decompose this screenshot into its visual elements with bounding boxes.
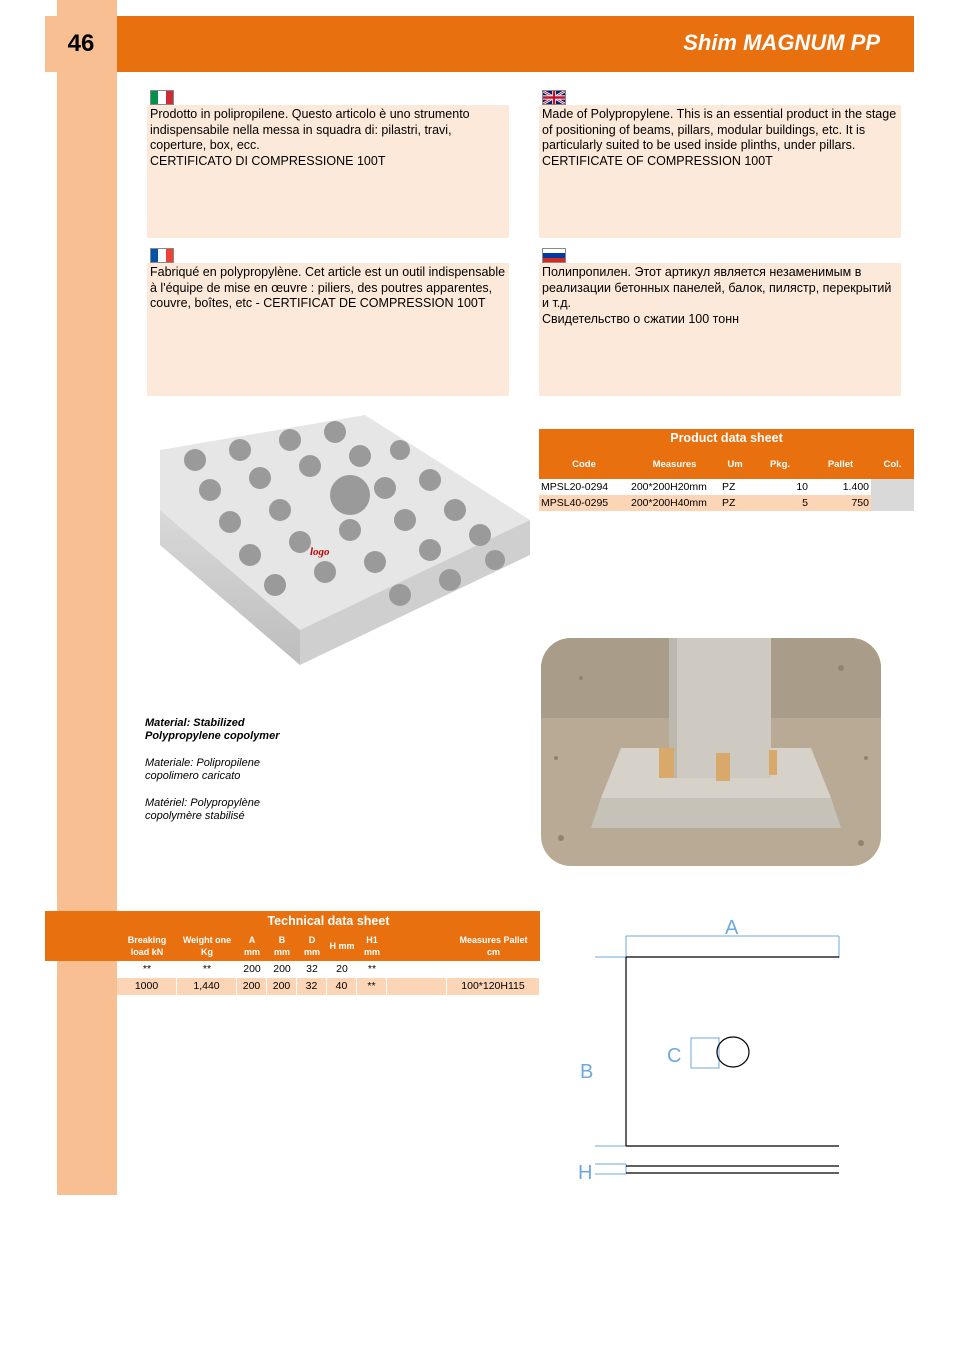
cell-pallet: 100*120H115	[447, 978, 540, 995]
label-h: H	[578, 1162, 593, 1184]
cell-gap	[387, 978, 447, 995]
cell-pallet: 750	[810, 495, 871, 511]
page-number: 46	[45, 16, 117, 72]
cell-pkg: 10	[796, 481, 808, 493]
cell-code: MPSL40-0295	[539, 495, 629, 511]
description-french: Fabriqué en polypropylène. Cet article est un outil indispensable à l'équipe de mise en œuvre : piliers, des poutres apparentes, couvre, boîtes, etc - CERTIFICAT DE COMPRESSION 100T	[147, 263, 509, 396]
label-c: C	[667, 1045, 682, 1067]
table-row	[45, 961, 540, 978]
cell-code: MPSL20-0294	[541, 481, 609, 493]
cell-b: 200	[267, 978, 297, 995]
cell-gap	[387, 961, 447, 978]
table-row	[45, 978, 540, 995]
material-english: Material: Stabilized Polypropylene copolymer	[145, 717, 280, 742]
cell-weight: 1,440	[177, 978, 237, 995]
cell-b: 200	[273, 963, 291, 975]
cell-breaking: 1000	[117, 978, 177, 995]
cell-a: 200	[243, 963, 261, 975]
table-accent	[45, 911, 117, 961]
col-h1: H1 mm	[363, 935, 380, 957]
description-english: Made of Polypropylene. This is an essential product in the stage of positioning of beams, pillars, modular buildings, etc. It is particularly suited to be used inside plinths, under pillars. CERTIFICATE OF COMPRESSION 100T	[539, 105, 901, 238]
cell-h: 20	[336, 963, 348, 975]
technical-data-table	[45, 911, 540, 995]
cell-measures: 200*200H40mm	[629, 495, 720, 511]
col-breaking-load: Breaking load kN	[127, 935, 167, 957]
col-measures-pallet: Measures Pallet cm	[459, 935, 528, 957]
description-italian: Prodotto in polipropilene. Questo articolo è uno strumento indispensabile nella messa in squadra di: pilastri, travi, coperture, box, ecc. CERTIFICATO DI COMPRESSIONE 100T	[147, 105, 509, 238]
col-pkg: Pkg.	[769, 458, 791, 470]
description-russian: Полипропилен. Этот артикул является незаменимым в реализации бетонных панелей, балок, пилястр, перекрытий и т.д. Свидетельство о сжатии 100 тонн	[539, 263, 901, 396]
product-photo	[150, 410, 535, 675]
col-pallet: Pallet	[827, 458, 854, 470]
label-b: B	[580, 1061, 594, 1083]
french-flag-icon	[150, 248, 174, 263]
cell-um: PZ	[722, 481, 736, 493]
cell-measures: 200*200H20mm	[631, 481, 707, 493]
tech-table-title: Technical data sheet	[117, 911, 540, 931]
cell-col	[871, 479, 914, 495]
dimension-drawing	[575, 912, 845, 1187]
cell-pallet	[447, 961, 540, 978]
material-italian: Materiale: Polipropilene copolimero caricato	[145, 757, 260, 782]
cell-breaking: **	[142, 963, 152, 975]
col-code: Code	[572, 458, 596, 470]
col-h: H mm	[329, 941, 355, 951]
product-data-table	[539, 429, 914, 511]
cell-weight: **	[202, 963, 212, 975]
side-strip	[57, 0, 117, 1195]
installation-photo	[541, 638, 881, 866]
table-row	[539, 479, 914, 495]
col-d: D mm	[303, 935, 320, 957]
product-table-title: Product data sheet	[539, 429, 914, 449]
cell-a: 200	[237, 978, 267, 995]
cell-um: PZ	[720, 495, 750, 511]
col-measures: Measures	[652, 458, 697, 470]
cell-pkg: 5	[750, 495, 810, 511]
row-pad	[45, 978, 117, 995]
italian-flag-icon	[150, 90, 174, 105]
col-col: Col.	[883, 458, 902, 470]
row-pad	[45, 961, 117, 978]
table-row	[539, 495, 914, 511]
cell-h1: **	[357, 978, 387, 995]
cell-d: 32	[306, 963, 318, 975]
svg-text:logo: logo	[310, 546, 330, 558]
material-french: Matériel: Polypropylène copolymère stabilisé	[145, 797, 260, 822]
col-a: A mm	[243, 935, 260, 957]
tech-table-header	[117, 931, 540, 961]
col-b: B mm	[273, 935, 290, 957]
label-a: A	[725, 917, 739, 939]
product-table-header	[539, 449, 914, 479]
cell-pallet: 1.400	[842, 481, 869, 493]
col-um: Um	[727, 458, 743, 470]
uk-flag-icon	[542, 90, 566, 105]
col-weight: Weight one Kg	[182, 935, 232, 957]
russian-flag-icon	[542, 248, 566, 263]
cell-d: 32	[297, 978, 327, 995]
page-title: Shim MAGNUM PP	[683, 30, 880, 55]
cell-col	[871, 495, 914, 511]
cell-h1: **	[367, 963, 377, 975]
cell-h: 40	[327, 978, 357, 995]
